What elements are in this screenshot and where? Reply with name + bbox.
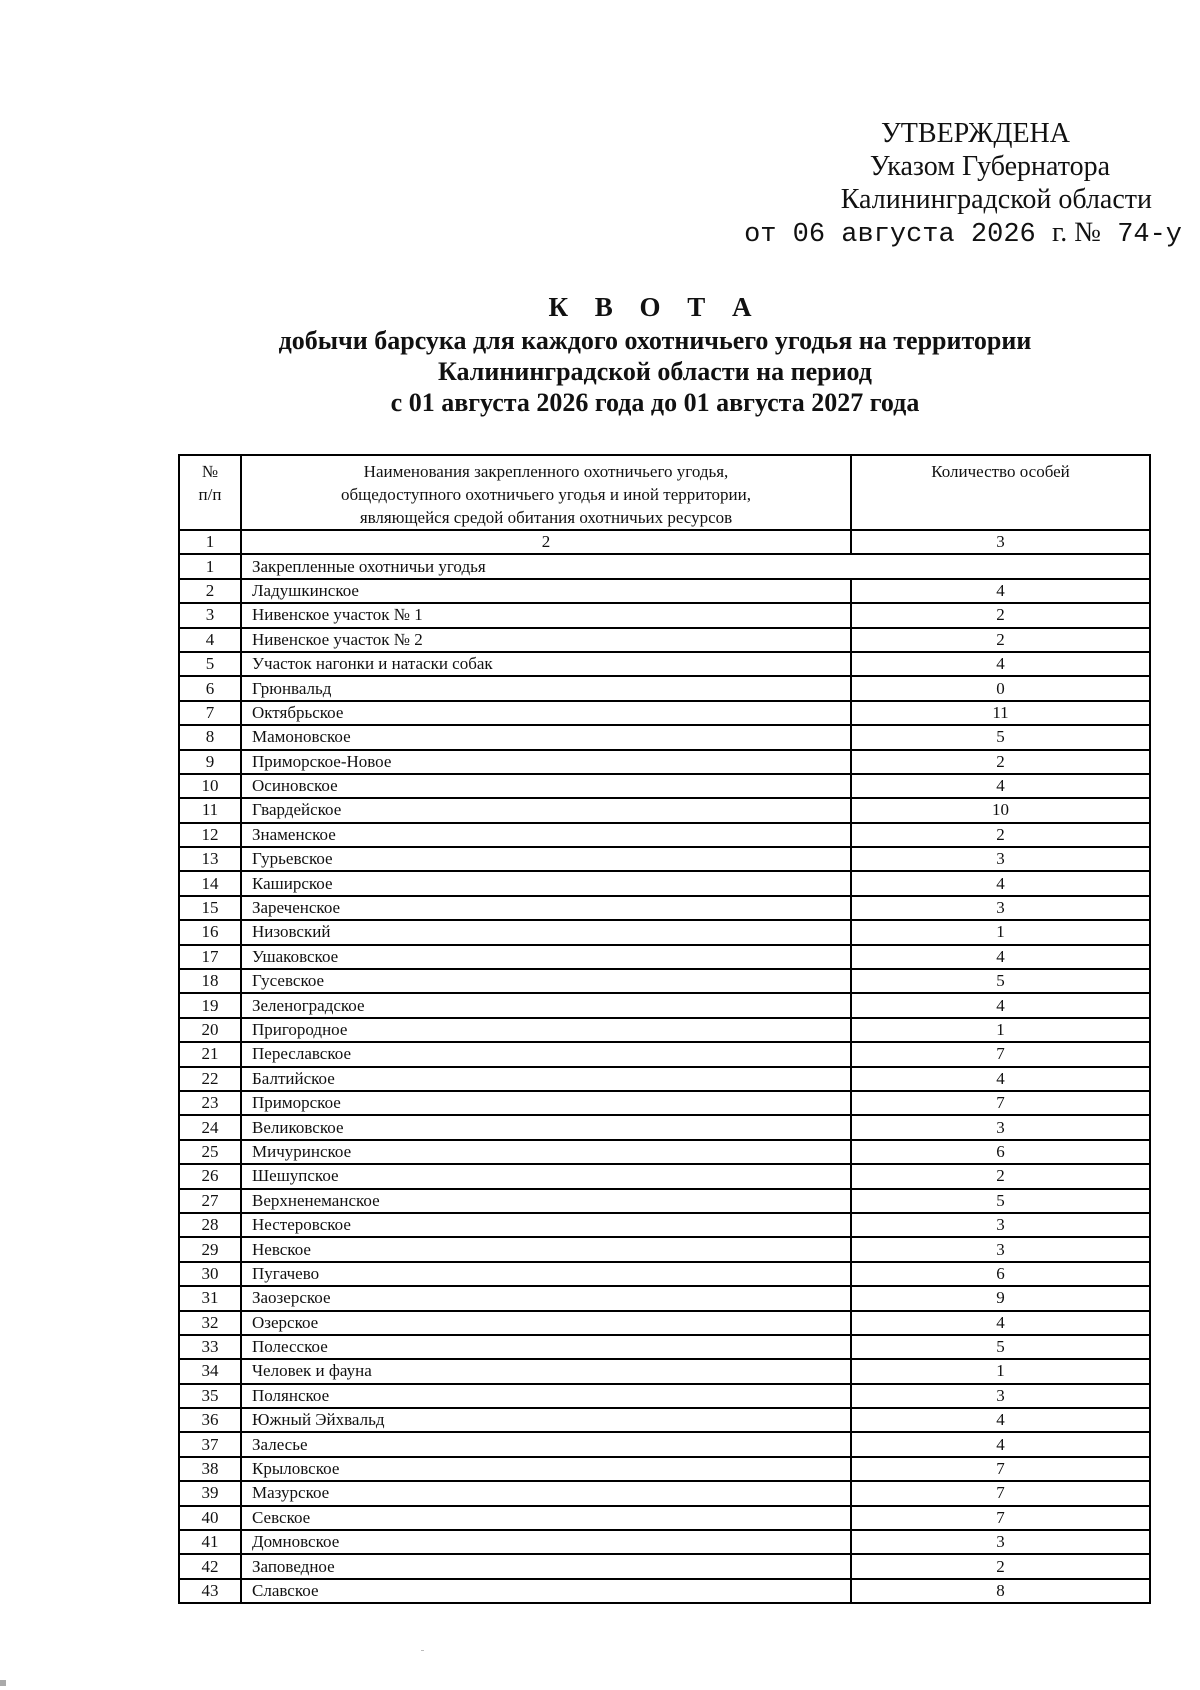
row-number: 39 [179, 1481, 241, 1505]
document-heading [120, 292, 1190, 418]
row-number: 22 [179, 1067, 241, 1091]
row-count: 4 [851, 652, 1150, 676]
row-number: 30 [179, 1262, 241, 1286]
row-count: 2 [851, 750, 1150, 774]
row-count: 3 [851, 1213, 1150, 1237]
header-number-label: № п/п [198, 462, 222, 504]
table-row [179, 871, 1150, 895]
row-number: 13 [179, 847, 241, 871]
row-name: Зареченское [241, 896, 851, 920]
row-name: Великовское [241, 1115, 851, 1139]
table-row [179, 1579, 1150, 1603]
row-number: 28 [179, 1213, 241, 1237]
table-row [179, 774, 1150, 798]
row-count: 3 [851, 1115, 1150, 1139]
header-number [179, 455, 241, 530]
row-name: Нивенское участок № 2 [241, 628, 851, 652]
row-name: Участок нагонки и натаски собак [241, 652, 851, 676]
row-number: 29 [179, 1237, 241, 1261]
row-number: 12 [179, 823, 241, 847]
section-label: Закрепленные охотничьи угодья [241, 554, 1150, 578]
heading-line-1: добычи барсука для каждого охотничьего угодья на территории [278, 326, 1032, 355]
row-count: 10 [851, 798, 1150, 822]
row-name: Низовский [241, 920, 851, 944]
row-number: 38 [179, 1457, 241, 1481]
table-row [179, 1262, 1150, 1286]
table-row [179, 1481, 1150, 1505]
table-row [179, 676, 1150, 700]
row-name: Балтийское [241, 1067, 851, 1091]
row-count: 4 [851, 579, 1150, 603]
row-count: 3 [851, 896, 1150, 920]
row-number: 24 [179, 1115, 241, 1139]
row-name: Крыловское [241, 1457, 851, 1481]
row-number: 27 [179, 1189, 241, 1213]
row-count: 8 [851, 1579, 1150, 1603]
row-number: 17 [179, 945, 241, 969]
table-row [179, 1018, 1150, 1042]
row-name: Грюнвальд [241, 676, 851, 700]
row-name: Человек и фауна [241, 1359, 851, 1383]
document-title: К В О Т А [548, 292, 762, 322]
row-count: 7 [851, 1506, 1150, 1530]
table-row [179, 725, 1150, 749]
row-name: Славское [241, 1579, 851, 1603]
table-row [179, 1408, 1150, 1432]
row-name: Шешупское [241, 1164, 851, 1188]
row-name: Севское [241, 1506, 851, 1530]
row-count: 2 [851, 628, 1150, 652]
row-name: Пригородное [241, 1018, 851, 1042]
row-number: 41 [179, 1530, 241, 1554]
table-row [179, 1554, 1150, 1578]
table-row [179, 1067, 1150, 1091]
table-row [179, 1091, 1150, 1115]
table-row [179, 920, 1150, 944]
table-row [179, 628, 1150, 652]
row-number: 7 [179, 701, 241, 725]
row-count: 1 [851, 1018, 1150, 1042]
row-count: 2 [851, 1554, 1150, 1578]
row-number: 26 [179, 1164, 241, 1188]
row-number: 14 [179, 871, 241, 895]
row-name: Залесье [241, 1432, 851, 1456]
row-count: 2 [851, 823, 1150, 847]
row-count: 4 [851, 871, 1150, 895]
table-row [179, 1140, 1150, 1164]
table-row [179, 1432, 1150, 1456]
row-name: Домновское [241, 1530, 851, 1554]
approval-number: 74-у [1117, 220, 1182, 250]
table-row [179, 1359, 1150, 1383]
table-row [179, 993, 1150, 1017]
row-name: Гусевское [241, 969, 851, 993]
row-name: Октябрьское [241, 701, 851, 725]
row-name: Гвардейское [241, 798, 851, 822]
approval-region: Калининградской области [840, 184, 1152, 215]
table-row [179, 1213, 1150, 1237]
row-name: Мазурское [241, 1481, 851, 1505]
heading-line-2: Калининградской области на период [438, 357, 872, 386]
row-number: 6 [179, 676, 241, 700]
row-name: Пугачево [241, 1262, 851, 1286]
row-name: Мичуринское [241, 1140, 851, 1164]
table-row [179, 1237, 1150, 1261]
column-number-1: 1 [179, 530, 241, 554]
table-row [179, 1164, 1150, 1188]
row-number: 11 [179, 798, 241, 822]
section-row [179, 554, 1150, 578]
row-number: 23 [179, 1091, 241, 1115]
row-count: 3 [851, 1530, 1150, 1554]
table-row [179, 1335, 1150, 1359]
row-name: Зеленоградское [241, 993, 851, 1017]
table-row [179, 969, 1150, 993]
row-name: Ладушкинское [241, 579, 851, 603]
row-number: 9 [179, 750, 241, 774]
row-name: Заозерское [241, 1286, 851, 1310]
row-name: Осиновское [241, 774, 851, 798]
row-number: 31 [179, 1286, 241, 1310]
row-count: 4 [851, 945, 1150, 969]
scan-speck [421, 1650, 424, 1651]
row-count: 5 [851, 1335, 1150, 1359]
row-count: 11 [851, 701, 1150, 725]
row-number: 15 [179, 896, 241, 920]
row-name: Мамоновское [241, 725, 851, 749]
row-name: Приморское-Новое [241, 750, 851, 774]
row-count: 7 [851, 1481, 1150, 1505]
approval-status: УТВЕРЖДЕНА [880, 118, 1070, 149]
table-row [179, 1506, 1150, 1530]
header-count [851, 455, 1150, 530]
row-count: 4 [851, 993, 1150, 1017]
row-number: 36 [179, 1408, 241, 1432]
table-row [179, 1530, 1150, 1554]
approval-date: от 06 августа 2026 [744, 220, 1036, 250]
row-count: 5 [851, 1189, 1150, 1213]
row-name: Каширское [241, 871, 851, 895]
row-count: 5 [851, 969, 1150, 993]
row-number: 5 [179, 652, 241, 676]
row-count: 3 [851, 1237, 1150, 1261]
row-count: 7 [851, 1457, 1150, 1481]
row-number: 43 [179, 1579, 241, 1603]
row-count: 1 [851, 1359, 1150, 1383]
row-count: 4 [851, 1432, 1150, 1456]
table-row [179, 896, 1150, 920]
row-count: 6 [851, 1140, 1150, 1164]
table-row [179, 823, 1150, 847]
table-row [179, 1311, 1150, 1335]
row-count: 2 [851, 603, 1150, 627]
row-name: Полесское [241, 1335, 851, 1359]
section-number: 1 [179, 554, 241, 578]
row-count: 1 [851, 920, 1150, 944]
row-name: Приморское [241, 1091, 851, 1115]
row-count: 4 [851, 1311, 1150, 1335]
table-row [179, 652, 1150, 676]
row-name: Озерское [241, 1311, 851, 1335]
row-count: 7 [851, 1091, 1150, 1115]
table-header-row [179, 455, 1150, 530]
row-count: 3 [851, 847, 1150, 871]
row-number: 19 [179, 993, 241, 1017]
table-row [179, 701, 1150, 725]
table-row [179, 1457, 1150, 1481]
row-number: 10 [179, 774, 241, 798]
row-number: 4 [179, 628, 241, 652]
header-name-label: Наименования закрепленного охотничьего угодья, общедоступного охотничьего угодья и иной территории, являющейся средой обитания охотничьих ресурсов [340, 462, 751, 527]
row-number: 3 [179, 603, 241, 627]
header-count-label: Количество особей [931, 462, 1070, 481]
row-count: 9 [851, 1286, 1150, 1310]
row-name: Невское [241, 1237, 851, 1261]
row-number: 20 [179, 1018, 241, 1042]
row-name: Переславское [241, 1042, 851, 1066]
row-name: Ушаковское [241, 945, 851, 969]
row-name: Знаменское [241, 823, 851, 847]
quota-table [178, 454, 1151, 1604]
table-row [179, 1042, 1150, 1066]
row-number: 18 [179, 969, 241, 993]
scan-speck [0, 1680, 6, 1686]
row-count: 4 [851, 774, 1150, 798]
table-row [179, 945, 1150, 969]
row-number: 35 [179, 1384, 241, 1408]
row-count: 3 [851, 1384, 1150, 1408]
row-number: 16 [179, 920, 241, 944]
table-row [179, 847, 1150, 871]
row-count: 7 [851, 1042, 1150, 1066]
row-count: 5 [851, 725, 1150, 749]
table-row [179, 603, 1150, 627]
row-name: Заповедное [241, 1554, 851, 1578]
row-name: Верхненеманское [241, 1189, 851, 1213]
row-count: 2 [851, 1164, 1150, 1188]
table-row [179, 750, 1150, 774]
row-number: 40 [179, 1506, 241, 1530]
row-count: 0 [851, 676, 1150, 700]
row-name: Нестеровское [241, 1213, 851, 1237]
table-row [179, 579, 1150, 603]
column-number-2: 2 [241, 530, 851, 554]
row-name: Гурьевское [241, 847, 851, 871]
table-row [179, 1384, 1150, 1408]
row-number: 8 [179, 725, 241, 749]
row-number: 21 [179, 1042, 241, 1066]
table-row [179, 1286, 1150, 1310]
row-number: 33 [179, 1335, 241, 1359]
heading-line-3: с 01 августа 2026 года до 01 августа 2027 года [390, 388, 920, 417]
approval-authority: Указом Губернатора [869, 151, 1110, 182]
row-number: 37 [179, 1432, 241, 1456]
table-row [179, 1115, 1150, 1139]
row-count: 4 [851, 1067, 1150, 1091]
row-count: 4 [851, 1408, 1150, 1432]
header-name [241, 455, 851, 530]
row-name: Южный Эйхвальд [241, 1408, 851, 1432]
column-number-3: 3 [851, 530, 1150, 554]
table-row [179, 1189, 1150, 1213]
row-count: 6 [851, 1262, 1150, 1286]
row-name: Полянское [241, 1384, 851, 1408]
row-number: 34 [179, 1359, 241, 1383]
approval-date-number [744, 217, 1182, 250]
column-number-row [179, 530, 1150, 554]
table-row [179, 798, 1150, 822]
approval-number-label: г. № [1051, 217, 1101, 248]
row-number: 2 [179, 579, 241, 603]
row-number: 32 [179, 1311, 241, 1335]
row-name: Нивенское участок № 1 [241, 603, 851, 627]
row-number: 42 [179, 1554, 241, 1578]
row-number: 25 [179, 1140, 241, 1164]
